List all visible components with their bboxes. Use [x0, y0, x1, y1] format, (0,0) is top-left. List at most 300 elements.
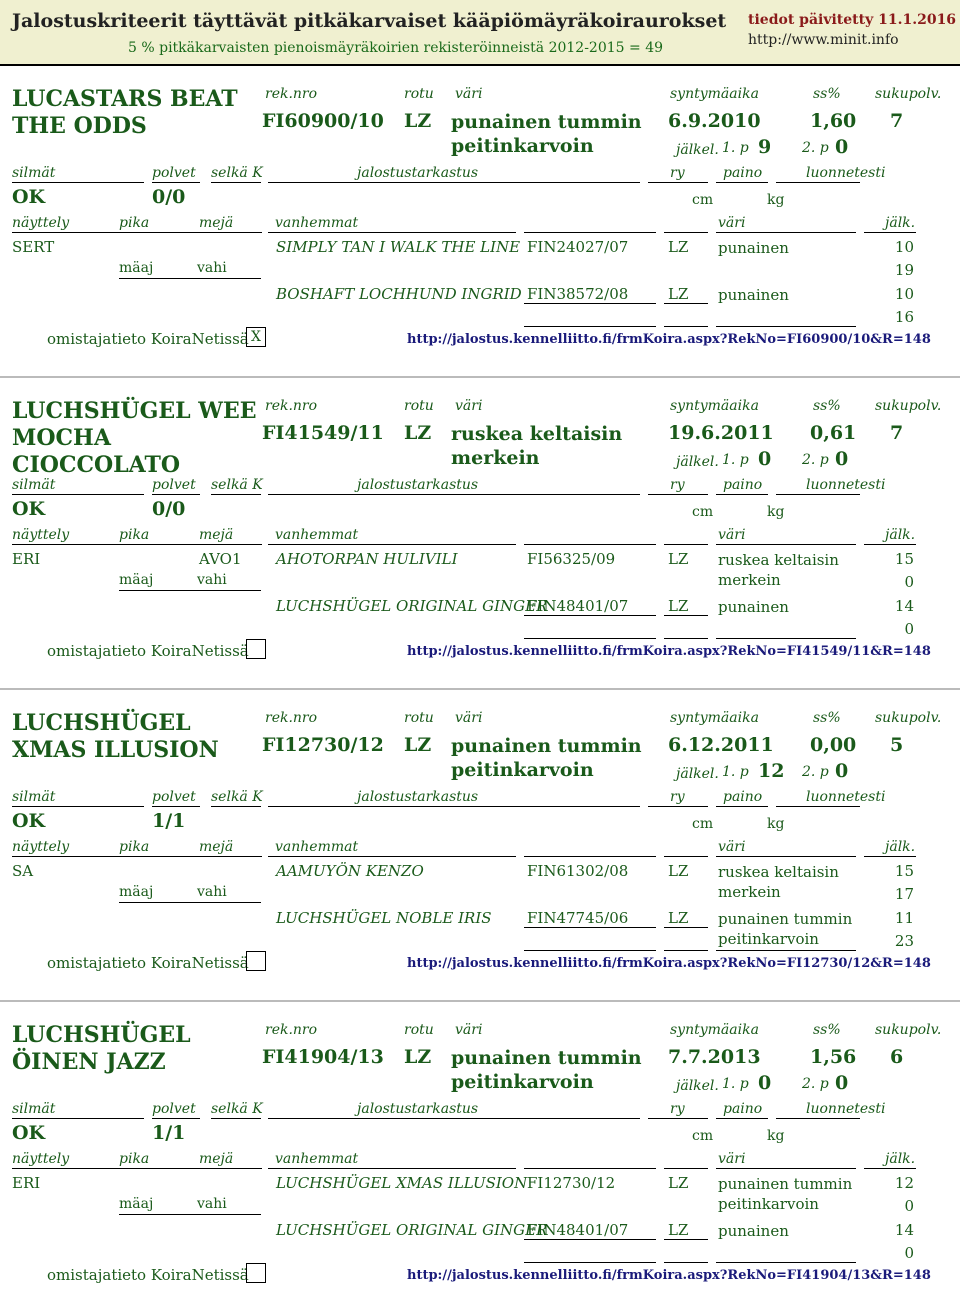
offspring-label: jälkel. [676, 1078, 719, 1094]
divider [12, 232, 262, 233]
site-url[interactable]: http://www.minit.info [748, 32, 899, 48]
meja-label: mejä [199, 215, 234, 231]
divider [152, 1118, 200, 1119]
color-label: väri [455, 1022, 483, 1038]
sire-breed: LZ [668, 1174, 689, 1192]
sire-breed: LZ [668, 862, 689, 880]
divider [268, 494, 640, 495]
dam-reg: FIN38572/08 [527, 285, 629, 303]
dam-offspring-2: 0 [904, 1244, 914, 1262]
parents-label: vanhemmat [275, 1151, 359, 1167]
divider [268, 182, 640, 183]
divider [524, 326, 656, 327]
dam-offspring-1: 14 [894, 1221, 914, 1239]
divider [664, 927, 708, 928]
weight-label: paino [723, 477, 763, 493]
dog-card [0, 398, 960, 668]
divider [716, 232, 856, 233]
dog-name: LUCHSHÜGEL XMAS ILLUSION [12, 710, 219, 763]
sire-name: SIMPLY TAN I WALK THE LINE [276, 238, 521, 256]
divider [648, 806, 708, 807]
eyes-value: OK [12, 498, 46, 520]
color-label: väri [455, 710, 483, 726]
dam-name: LUCHSHÜGEL ORIGINAL GINGER [276, 1221, 548, 1239]
divider [716, 638, 856, 639]
reknro-label: rek.nro [265, 710, 318, 726]
sire-color: punainen [718, 239, 789, 257]
owner-info-label: omistajatieto KoiraNetissä [47, 330, 249, 348]
dog-color: punainen tummin peitinkarvoin [451, 111, 642, 157]
breed-label: rotu [404, 710, 434, 726]
maaj-label: mäaj [119, 884, 154, 900]
divider [664, 544, 708, 545]
pika-label: pika [119, 839, 150, 855]
cm-unit: cm [692, 1128, 714, 1144]
back-label: selkä K [211, 477, 263, 493]
reg-number: FI60900/10 [262, 110, 384, 132]
p1-label: 1. p [722, 1076, 749, 1092]
sire-name: LUCHSHÜGEL XMAS ILLUSION [276, 1174, 528, 1192]
divider [524, 303, 656, 304]
ry-label: ry [670, 1101, 685, 1117]
offspring-label: jälkel. [676, 454, 719, 470]
show-label: näyttely [12, 839, 70, 855]
sire-breed: LZ [668, 238, 689, 256]
dam-color: punainen [718, 1222, 789, 1240]
divider [524, 1262, 656, 1263]
dam-breed: LZ [668, 285, 689, 303]
page-title: Jalostuskriteerit täyttävät pitkäkarvaiset kääpiömäyräkoiraurokset [12, 10, 727, 32]
divider [864, 544, 916, 545]
dam-reg: FIN47745/06 [527, 909, 629, 927]
sire-offspring-1: 15 [894, 550, 914, 568]
sire-offspring-1: 10 [894, 238, 914, 256]
divider [648, 182, 708, 183]
p1-label: 1. p [722, 452, 749, 468]
dog-card [0, 1022, 960, 1292]
ry-label: ry [670, 477, 685, 493]
divider [524, 615, 656, 616]
offspring-p1: 12 [758, 760, 785, 782]
kennelliitto-link[interactable]: http://jalostus.kennelliitto.fi/frmKoira.aspx?RekNo=FI60900/10&R=148 [407, 332, 931, 347]
divider [648, 494, 708, 495]
birth-date: 19.6.2011 [668, 422, 774, 444]
parent-offspring-label: jälk. [885, 215, 916, 231]
temperament-label: luonnetesti [806, 165, 886, 181]
back-label: selkä K [211, 789, 263, 805]
generations-label: sukupolv. [875, 86, 942, 102]
offspring-p2: 0 [835, 760, 849, 782]
divider [119, 1214, 261, 1215]
breed-inspection-label: jalostustarkastus [357, 1101, 479, 1117]
divider [211, 494, 261, 495]
divider [268, 1118, 640, 1119]
divider [268, 1168, 516, 1169]
divider [716, 950, 856, 951]
header-divider [0, 64, 960, 66]
sire-reg: FI12730/12 [527, 1174, 616, 1192]
divider [716, 326, 856, 327]
divider [119, 902, 261, 903]
offspring-p1: 0 [758, 448, 772, 470]
divider [524, 927, 656, 928]
breed-label: rotu [404, 86, 434, 102]
page-subtitle: 5 % pitkäkarvaisten pienoismäyräkoirien rekisteröinneistä 2012-2015 = 49 [128, 40, 664, 56]
temperament-label: luonnetesti [806, 1101, 886, 1117]
divider [716, 494, 768, 495]
divider [664, 856, 708, 857]
divider [664, 638, 708, 639]
dam-breed: LZ [668, 597, 689, 615]
owner-info-label: omistajatieto KoiraNetissä [47, 1266, 249, 1284]
section-divider [0, 376, 960, 378]
owner-info-checkbox[interactable] [246, 639, 266, 659]
color-label: väri [455, 86, 483, 102]
breed-label: rotu [404, 1022, 434, 1038]
breed: LZ [404, 110, 432, 132]
sire-offspring-2: 0 [904, 1197, 914, 1215]
offspring-p2: 0 [835, 136, 849, 158]
divider [12, 182, 144, 183]
divider [664, 615, 708, 616]
p2-label: 2. p [802, 1076, 829, 1092]
update-date: tiedot päivitetty 11.1.2016 [748, 12, 957, 28]
divider [12, 806, 144, 807]
dam-name: BOSHAFT LOCHHUND INGRID [276, 285, 522, 303]
pika-label: pika [119, 215, 150, 231]
sire-name: AAMUYÖN KENZO [276, 862, 424, 880]
breed-inspection-label: jalostustarkastus [357, 165, 479, 181]
birth-date: 6.12.2011 [668, 734, 774, 756]
divider [664, 1262, 708, 1263]
parents-label: vanhemmat [275, 839, 359, 855]
divider [716, 1118, 768, 1119]
dam-name: LUCHSHÜGEL NOBLE IRIS [276, 909, 492, 927]
divider [268, 856, 516, 857]
sire-offspring-2: 19 [894, 261, 914, 279]
divider [716, 544, 856, 545]
dam-offspring-2: 0 [904, 620, 914, 638]
dog-color: punainen tummin peitinkarvoin [451, 735, 642, 781]
birth-label: syntymäaika [670, 86, 759, 102]
offspring-p1: 9 [758, 136, 772, 158]
weight-label: paino [723, 1101, 763, 1117]
section-divider [0, 1000, 960, 1002]
knees-value: 0/0 [152, 498, 186, 520]
sire-reg: FIN24027/07 [527, 238, 629, 256]
birth-label: syntymäaika [670, 1022, 759, 1038]
ss-percent: 0,00 [810, 734, 857, 756]
show-result: SERT [12, 238, 55, 256]
divider [268, 806, 640, 807]
divider [12, 1118, 144, 1119]
show-label: näyttely [12, 527, 70, 543]
dog-name: LUCASTARS BEAT THE ODDS [12, 86, 238, 139]
ss-percent: 1,60 [810, 110, 857, 132]
kennelliitto-link[interactable]: http://jalostus.kennelliitto.fi/frmKoira.aspx?RekNo=FI41904/13&R=148 [407, 1268, 931, 1283]
dam-color: punainen tummin peitinkarvoin [718, 910, 853, 948]
divider [716, 1168, 856, 1169]
temperament-label: luonnetesti [806, 789, 886, 805]
ry-label: ry [670, 789, 685, 805]
owner-info-checkbox[interactable] [246, 1263, 266, 1283]
show-label: näyttely [12, 215, 70, 231]
divider [152, 494, 200, 495]
eyes-value: OK [12, 1122, 46, 1144]
maaj-label: mäaj [119, 1196, 154, 1212]
reg-number: FI12730/12 [262, 734, 384, 756]
divider [664, 232, 708, 233]
kg-unit: kg [767, 192, 785, 208]
knees-value: 1/1 [152, 1122, 186, 1144]
show-result: ERI [12, 550, 41, 568]
divider [211, 806, 261, 807]
breed: LZ [404, 1046, 432, 1068]
show-result: SA [12, 862, 34, 880]
maaj-label: mäaj [119, 572, 154, 588]
dam-color: punainen [718, 598, 789, 616]
sire-reg: FI56325/09 [527, 550, 616, 568]
page-header [0, 0, 960, 64]
generations: 5 [890, 734, 904, 756]
divider [664, 950, 708, 951]
reg-number: FI41904/13 [262, 1046, 384, 1068]
vahi-label: vahi [197, 260, 227, 276]
knees-label: polvet [152, 1101, 196, 1117]
birth-label: syntymäaika [670, 398, 759, 414]
sire-offspring-2: 17 [894, 885, 914, 903]
dam-offspring-2: 16 [894, 308, 914, 326]
dam-reg: FIN48401/07 [527, 1221, 629, 1239]
divider [664, 1239, 708, 1240]
generations: 7 [890, 422, 904, 444]
ss-label: ss% [813, 86, 841, 102]
p2-label: 2. p [802, 452, 829, 468]
ss-percent: 0,61 [810, 422, 857, 444]
parents-label: vanhemmat [275, 215, 359, 231]
divider [864, 856, 916, 857]
birth-label: syntymäaika [670, 710, 759, 726]
generations: 6 [890, 1046, 904, 1068]
divider [776, 182, 860, 183]
eyes-label: silmät [12, 1101, 56, 1117]
offspring-label: jälkel. [676, 142, 719, 158]
parent-offspring-label: jälk. [885, 839, 916, 855]
owner-info-checkbox[interactable] [246, 951, 266, 971]
vahi-label: vahi [197, 1196, 227, 1212]
generations-label: sukupolv. [875, 398, 942, 414]
weight-label: paino [723, 165, 763, 181]
sire-color: ruskea keltaisin merkein [718, 863, 839, 901]
sire-breed: LZ [668, 550, 689, 568]
knees-label: polvet [152, 165, 196, 181]
parent-color-label: väri [718, 215, 746, 231]
vahi-label: vahi [197, 572, 227, 588]
ry-label: ry [670, 165, 685, 181]
offspring-p1: 0 [758, 1072, 772, 1094]
divider [268, 232, 516, 233]
kg-unit: kg [767, 1128, 785, 1144]
divider [524, 950, 656, 951]
eyes-label: silmät [12, 165, 56, 181]
divider [648, 1118, 708, 1119]
dam-offspring-2: 23 [894, 932, 914, 950]
divider [152, 182, 200, 183]
back-label: selkä K [211, 1101, 263, 1117]
p2-label: 2. p [802, 140, 829, 156]
temperament-label: luonnetesti [806, 477, 886, 493]
offspring-p2: 0 [835, 448, 849, 470]
knees-label: polvet [152, 477, 196, 493]
parent-color-label: väri [718, 1151, 746, 1167]
cm-unit: cm [692, 192, 714, 208]
pika-label: pika [119, 527, 150, 543]
offspring-label: jälkel. [676, 766, 719, 782]
divider [776, 806, 860, 807]
meja-label: mejä [199, 839, 234, 855]
parents-label: vanhemmat [275, 527, 359, 543]
knees-label: polvet [152, 789, 196, 805]
divider [211, 182, 261, 183]
parent-offspring-label: jälk. [885, 527, 916, 543]
breed-label: rotu [404, 398, 434, 414]
dog-color: ruskea keltaisin merkein [451, 423, 623, 469]
divider [12, 1168, 262, 1169]
dog-color: punainen tummin peitinkarvoin [451, 1047, 642, 1093]
show-label: näyttely [12, 1151, 70, 1167]
kg-unit: kg [767, 816, 785, 832]
parent-color-label: väri [718, 839, 746, 855]
divider [864, 232, 916, 233]
meja-label: mejä [199, 527, 234, 543]
dog-name: LUCHSHÜGEL WEE MOCHA CIOCCOLATO [12, 398, 257, 478]
sire-offspring-1: 12 [894, 1174, 914, 1192]
cm-unit: cm [692, 504, 714, 520]
birth-date: 6.9.2010 [668, 110, 761, 132]
ss-label: ss% [813, 1022, 841, 1038]
weight-label: paino [723, 789, 763, 805]
eyes-label: silmät [12, 789, 56, 805]
dam-name: LUCHSHÜGEL ORIGINAL GINGER [276, 597, 548, 615]
p1-label: 1. p [722, 140, 749, 156]
ss-label: ss% [813, 710, 841, 726]
divider [716, 1262, 856, 1263]
dog-name: LUCHSHÜGEL ÖINEN JAZZ [12, 1022, 191, 1075]
owner-info-label: omistajatieto KoiraNetissä [47, 642, 249, 660]
vahi-label: vahi [197, 884, 227, 900]
ss-percent: 1,56 [810, 1046, 857, 1068]
reknro-label: rek.nro [265, 398, 318, 414]
back-label: selkä K [211, 165, 263, 181]
birth-date: 7.7.2013 [668, 1046, 761, 1068]
dam-breed: LZ [668, 909, 689, 927]
ss-label: ss% [813, 398, 841, 414]
cm-unit: cm [692, 816, 714, 832]
sire-color: ruskea keltaisin merkein [718, 551, 839, 589]
knees-value: 0/0 [152, 186, 186, 208]
divider [716, 182, 768, 183]
divider [12, 494, 144, 495]
divider [119, 590, 261, 591]
divider [776, 1118, 860, 1119]
sire-color: punainen tummin peitinkarvoin [718, 1175, 853, 1213]
breed: LZ [404, 422, 432, 444]
offspring-p2: 0 [835, 1072, 849, 1094]
reknro-label: rek.nro [265, 1022, 318, 1038]
dam-offspring-1: 11 [894, 909, 914, 927]
dam-color: punainen [718, 286, 789, 304]
breed: LZ [404, 734, 432, 756]
sire-reg: FIN61302/08 [527, 862, 629, 880]
divider [12, 544, 262, 545]
owner-info-label: omistajatieto KoiraNetissä [47, 954, 249, 972]
p1-label: 1. p [722, 764, 749, 780]
divider [716, 856, 856, 857]
kennelliitto-link[interactable]: http://jalostus.kennelliitto.fi/frmKoira.aspx?RekNo=FI12730/12&R=148 [407, 956, 931, 971]
breed-inspection-label: jalostustarkastus [357, 477, 479, 493]
divider [716, 806, 768, 807]
eyes-value: OK [12, 810, 46, 832]
meja-result: AVO1 [199, 550, 242, 568]
generations-label: sukupolv. [875, 710, 942, 726]
eyes-value: OK [12, 186, 46, 208]
divider [864, 1168, 916, 1169]
divider [524, 232, 656, 233]
maaj-label: mäaj [119, 260, 154, 276]
dam-offspring-1: 10 [894, 285, 914, 303]
knees-value: 1/1 [152, 810, 186, 832]
divider [664, 326, 708, 327]
sire-offspring-1: 15 [894, 862, 914, 880]
divider [12, 856, 262, 857]
dam-reg: FIN48401/07 [527, 597, 629, 615]
pika-label: pika [119, 1151, 150, 1167]
divider [119, 278, 261, 279]
show-result: ERI [12, 1174, 41, 1192]
meja-label: mejä [199, 1151, 234, 1167]
divider [152, 806, 200, 807]
divider [211, 1118, 261, 1119]
breed-inspection-label: jalostustarkastus [357, 789, 479, 805]
reknro-label: rek.nro [265, 86, 318, 102]
divider [664, 1168, 708, 1169]
eyes-label: silmät [12, 477, 56, 493]
parent-color-label: väri [718, 527, 746, 543]
divider [776, 494, 860, 495]
kennelliitto-link[interactable]: http://jalostus.kennelliitto.fi/frmKoira.aspx?RekNo=FI41549/11&R=148 [407, 644, 931, 659]
divider [268, 544, 516, 545]
dam-breed: LZ [668, 1221, 689, 1239]
divider [664, 303, 708, 304]
divider [524, 1239, 656, 1240]
kg-unit: kg [767, 504, 785, 520]
parent-offspring-label: jälk. [885, 1151, 916, 1167]
color-label: väri [455, 398, 483, 414]
divider [524, 1168, 656, 1169]
owner-info-checkbox[interactable]: X [246, 327, 266, 347]
generations: 7 [890, 110, 904, 132]
dam-offspring-1: 14 [894, 597, 914, 615]
sire-name: AHOTORPAN HULIVILI [276, 550, 458, 568]
section-divider [0, 688, 960, 690]
divider [524, 856, 656, 857]
p2-label: 2. p [802, 764, 829, 780]
reg-number: FI41549/11 [262, 422, 384, 444]
divider [524, 544, 656, 545]
dog-card [0, 86, 960, 356]
divider [524, 638, 656, 639]
dog-card [0, 710, 960, 980]
